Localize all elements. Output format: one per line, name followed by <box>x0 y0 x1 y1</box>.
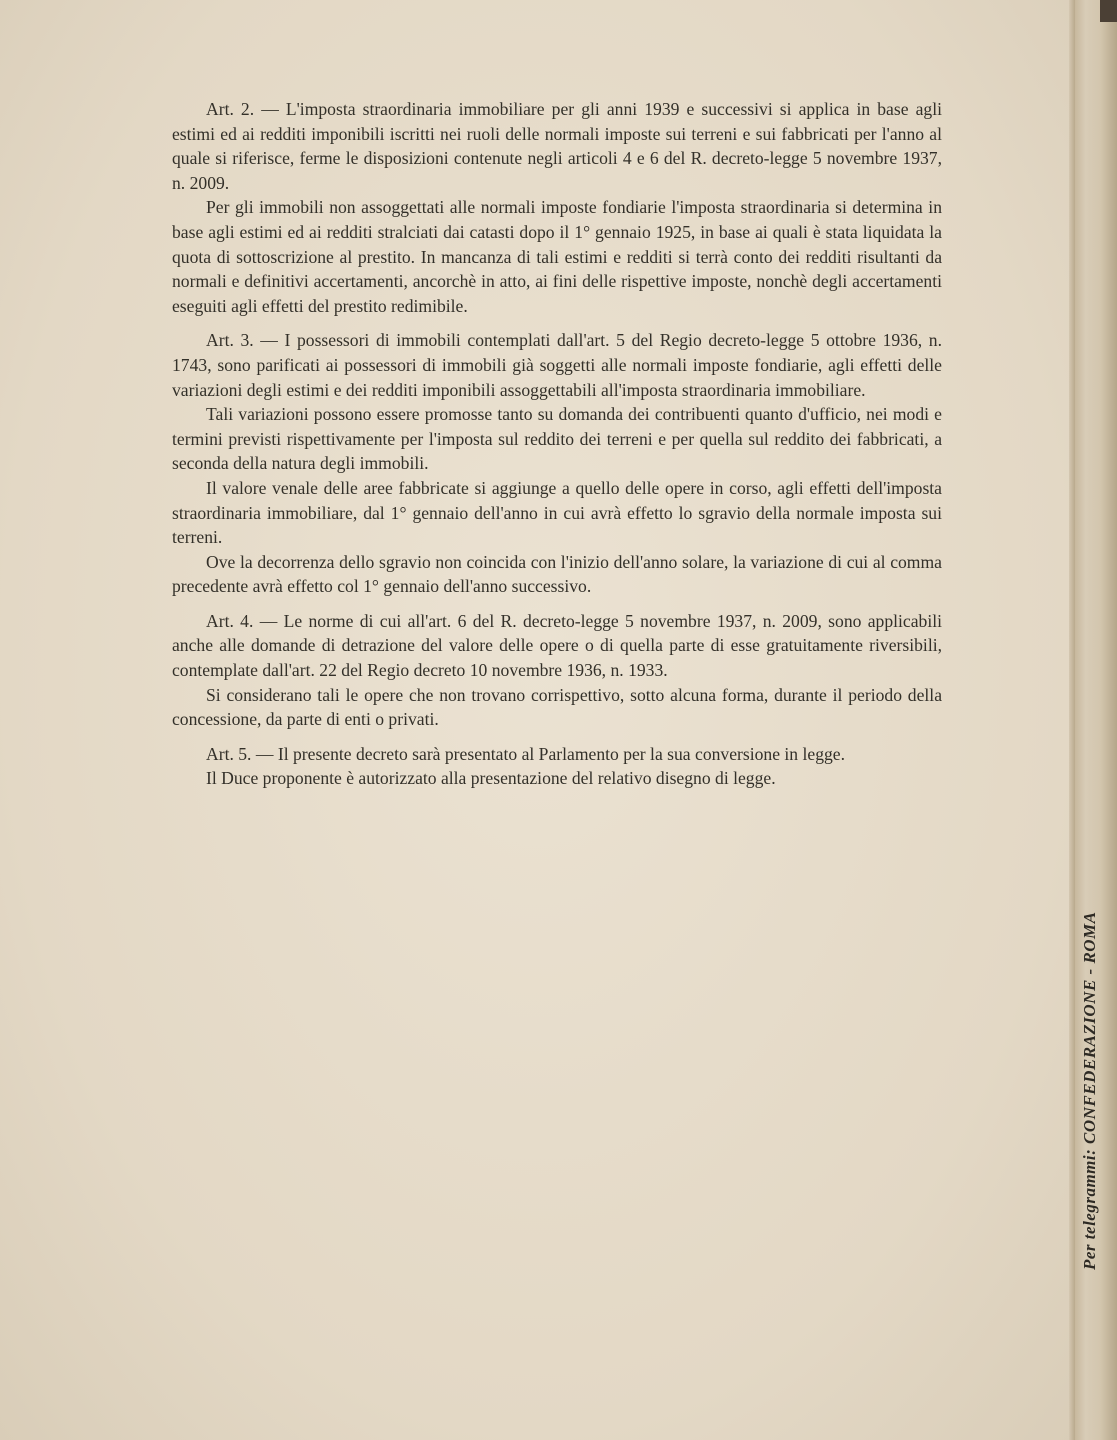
paragraph: Art. 2. — L'imposta straordinaria immobiliare per gli anni 1939 e successivi si applica in base agli estimi ed ai redditi imponibili iscritti nei ruoli delle normali imposte sui terreni e sui fabbricati per l'anno al quale si riferisce, ferme le disposizioni contenute negli articoli 4 e 6 del R. decreto-legge 5 novembre 1937, n. 2009. <box>172 99 942 193</box>
paragraph: Ove la decorrenza dello sgravio non coincida con l'inizio dell'anno solare, la variazione di cui al comma precedente avrà effetto col 1° gennaio dell'anno successivo. <box>172 551 942 597</box>
paragraph: Il Duce proponente è autorizzato alla presentazione del relativo disegno di legge. <box>206 768 776 789</box>
article-2 <box>172 97 942 318</box>
article-3 <box>172 328 942 599</box>
page-body <box>172 97 942 801</box>
article-5 <box>172 742 942 791</box>
paragraph: Tali variazioni possono essere promosse tanto su domanda dei contribuenti quanto d'ufficio, nei modi e termini previsti rispettivamente per l'imposta sul reddito dei terreni e per quella sul reddito dei fabbricati, a seconda della natura degli immobili. <box>172 404 942 474</box>
paragraph: Il valore venale delle aree fabbricate si aggiunge a quello delle opere in corso, agli effetti dell'imposta straordinaria immobiliare, dal 1° gennaio dell'anno in cui avrà effetto lo sgravio della normale imposta sui terreni. <box>172 477 942 548</box>
paragraph: Art. 5. — Il presente decreto sarà presentato al Parlamento per la sua conversione in legge. <box>206 743 845 764</box>
paragraph: Si considerano tali le opere che non trovano corrispettivo, sotto alcuna forma, durante il periodo della concessione, da parte di enti o privati. <box>172 684 942 730</box>
paragraph: Art. 3. — I possessori di immobili contemplati dall'art. 5 del Regio decreto-legge 5 ottobre 1936, n. 1743, sono parificati ai possessori di immobili già soggetti alle normali imposte fondiarie, agli effetti delle variazioni degli estimi e dei redditi imponibili assoggettabili all'imposta straordinaria immobiliare. <box>172 330 942 400</box>
side-strip-text: Per telegrammi: CONFEDERAZIONE - ROMA <box>1080 911 1099 1270</box>
paragraph: Art. 4. — Le norme di cui all'art. 6 del R. decreto-legge 5 novembre 1937, n. 2009, sono applicabili anche alle domande di detrazione del valore delle opere o di quella parte di esse gratuitamente riversibili, contemplate dall'art. 22 del Regio decreto 10 novembre 1936, n. 1933. <box>172 610 942 681</box>
paragraph: Per gli immobili non assoggettati alle normali imposte fondiarie l'imposta straordinaria si determina in base agli estimi ed ai redditi stralciati dai catasti dopo il 1° gennaio 1925, in base ai quali è stata liquidata la quota di sottoscrizione al prestito. In mancanza di tali estimi e redditi si terrà conto dei redditi risultanti da normali e definitivi accertamenti, ancorchè in atto, ai fini delle rispettive imposte, nonchè degli accertamenti eseguiti agli effetti del prestito redimibile. <box>172 197 942 316</box>
article-4 <box>172 609 942 732</box>
binding-shadow <box>1100 0 1117 22</box>
